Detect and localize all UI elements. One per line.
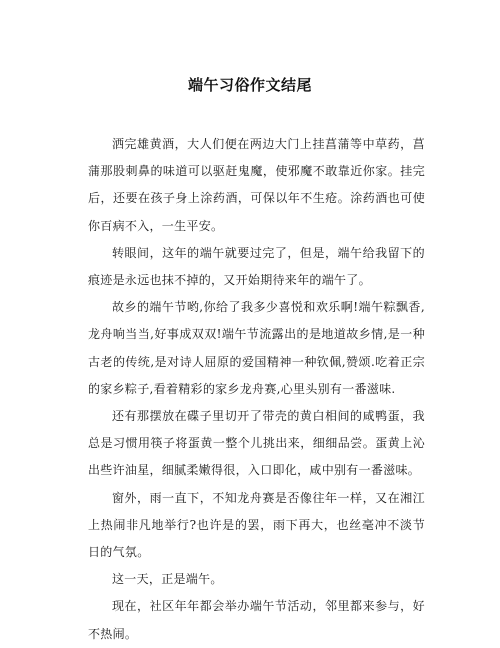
paragraph: 故乡的端午节哟,你给了我多少喜悦和欢乐啊!端午粽飘香,龙舟响当当,好事成双双!端午节流露出的是地道故乡情,是一种古老的传统,是对诗人屈原的爱国精神一种钦佩,赞颂.吃着正宗的家乡粽子,看着精彩的家乡龙舟赛,心里头别有一番滋味.: [88, 300, 425, 396]
paragraph: 洒完雄黄酒，大人们便在两边大门上挂菖蒲等中草药，菖蒲那股刺鼻的味道可以驱赶鬼魔，使邪魔不敢靠近你家。挂完后，还要在孩子身上涂药酒，可保以年不生疮。涂药酒也可使你百病不入，一生平安。: [88, 137, 425, 233]
paragraph: 转眼间，这年的端午就要过完了，但是，端午给我留下的痕迹是永远也抹不掉的，又开始期待来年的端午了。: [88, 245, 425, 288]
paragraph: 这一天，正是端午。: [112, 572, 223, 587]
paragraph: 窗外，雨一直下，不知龙舟赛是否像往年一样，又在湘江上热闹非凡地举行?也许是的罢，雨下再大，也丝毫冲不淡节日的气氛。: [88, 490, 425, 560]
paragraph: 还有那摆放在碟子里切开了带壳的黄白相间的咸鸭蛋，我总是习惯用筷子将蛋黄一整个儿挑出来，细细品尝。蛋黄上沁出些许油星，细腻柔嫩得很，入口即化，咸中别有一番滋味。: [88, 409, 425, 478]
article-body: [88, 131, 425, 648]
page-title: 端午习俗作文结尾: [187, 76, 312, 94]
paragraph: 现在，社区年年都会举办端午节活动，邻里都来参与，好不热闹。: [88, 599, 425, 641]
